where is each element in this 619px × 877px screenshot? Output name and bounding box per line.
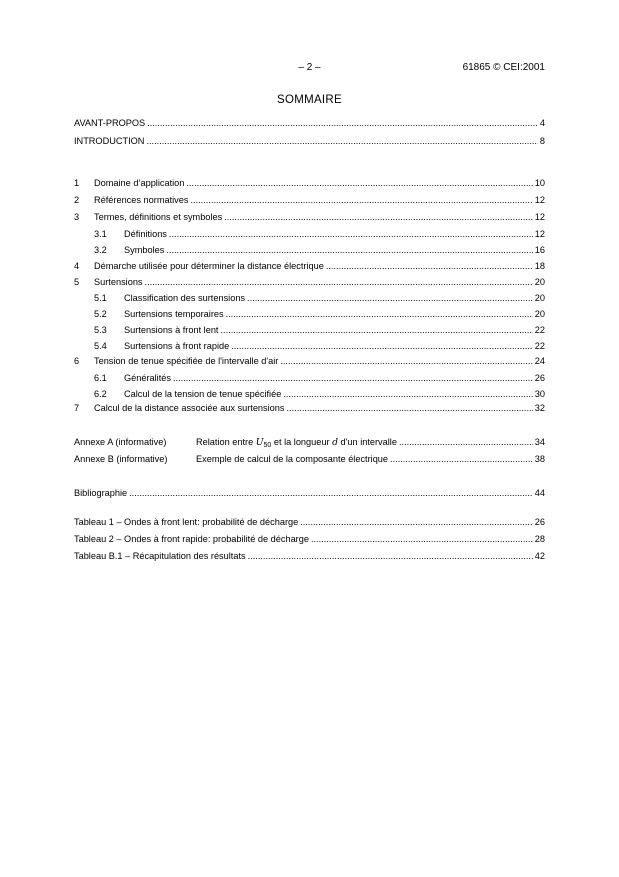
toc-leader-dots [146, 136, 537, 146]
toc-entry-number: 1 [74, 178, 80, 188]
toc-leader-dots [190, 195, 532, 205]
toc-entry-chapter-6[interactable] [74, 356, 545, 369]
toc-entry-number: 7 [74, 403, 80, 413]
toc-entry-number: 5.2 [94, 309, 107, 319]
toc-entry-number: 6.2 [94, 389, 107, 399]
toc-entry-number: 3.2 [94, 245, 107, 255]
toc-entry-number: 4 [74, 261, 80, 271]
toc-entry-label: Surtensions à front lent [124, 325, 219, 335]
toc-entry-page: 12 [534, 212, 545, 222]
toc-entry-label: Termes, définitions et symboles [94, 212, 223, 222]
toc-entry-section-5-4[interactable] [74, 341, 545, 354]
toc-entry-page: 42 [534, 551, 545, 561]
toc-entry-page: 22 [534, 341, 545, 351]
toc-leader-dots [220, 325, 532, 335]
toc-entry-label: Généralités [124, 373, 171, 383]
toc-entry-section-6-2[interactable] [74, 389, 545, 402]
toc-entry-page: 20 [534, 309, 545, 319]
toc-entry-annex-a[interactable] [74, 437, 545, 450]
toc-entry-introduction[interactable] [74, 136, 545, 149]
toc-entry-label: Références normatives [94, 195, 189, 205]
toc-annex-tag: Annexe A (informative) [74, 437, 167, 447]
toc-leader-dots [247, 293, 533, 303]
toc-entry-page: 38 [534, 454, 545, 464]
toc-entry-label: AVANT-PROPOS [74, 118, 146, 128]
page-number: – 2 – [298, 62, 321, 73]
toc-leader-dots [390, 454, 533, 464]
toc-entry-table-b1[interactable] [74, 551, 545, 564]
toc-entry-page: 34 [534, 437, 545, 447]
toc-entry-page: 30 [534, 389, 545, 399]
toc-entry-avant-propos[interactable] [74, 118, 545, 131]
toc-entry-label: Relation entre $U_{50}$ et la longueur d d'un intervalle [196, 437, 397, 449]
toc-entry-label: Symboles [124, 245, 165, 255]
toc-entry-number: 5.4 [94, 341, 107, 351]
toc-entry-chapter-3[interactable] [74, 212, 545, 225]
toc-entry-annex-b[interactable] [74, 454, 545, 467]
symbol-d: d [332, 437, 338, 448]
toc-leader-dots [231, 341, 533, 351]
toc-leader-dots [326, 261, 533, 271]
toc-entry-label: Domaine d’application [94, 178, 185, 188]
toc-entry-page: 32 [534, 403, 545, 413]
toc-entry-label: Surtensions temporaires [124, 309, 224, 319]
page-title: SOMMAIRE [276, 94, 342, 106]
toc-leader-dots [280, 356, 532, 366]
toc-entry-page: 22 [534, 325, 545, 335]
toc-leader-dots [226, 309, 533, 319]
toc-entry-chapter-2[interactable] [74, 195, 545, 208]
toc-leader-dots [300, 517, 533, 527]
toc-leader-dots [173, 373, 533, 383]
toc-entry-chapter-4[interactable] [74, 261, 545, 274]
toc-leader-dots [129, 488, 533, 498]
toc-entry-page: 12 [534, 229, 545, 239]
symbol-u50: U [255, 437, 264, 448]
toc-entry-label: Tableau 1 – Ondes à front lent: probabilité de décharge [74, 517, 299, 527]
toc-entry-page: 26 [534, 517, 545, 527]
toc-entry-label: Tableau B.1 – Récapitulation des résultats [74, 551, 246, 561]
toc-entry-section-5-2[interactable] [74, 309, 545, 322]
toc-entry-label: Exemple de calcul de la composante électrique [196, 454, 389, 464]
toc-entry-bibliography[interactable] [74, 488, 545, 501]
toc-entry-number: 2 [74, 195, 80, 205]
toc-entry-section-6-1[interactable] [74, 373, 545, 386]
toc-leader-dots [186, 178, 532, 188]
document-reference: 61865 © CEI:2001 [462, 62, 545, 73]
toc-entry-number: 6 [74, 356, 80, 366]
toc-entry-label: Tension de tenue spécifiée de l'intervalle d'air [94, 356, 279, 366]
toc-entry-page: 26 [534, 373, 545, 383]
toc-entry-label: Tableau 2 – Ondes à front rapide: probabilité de décharge [74, 534, 309, 544]
toc-entry-page: 20 [534, 293, 545, 303]
toc-entry-page: 16 [534, 245, 545, 255]
toc-entry-label: INTRODUCTION [74, 136, 145, 146]
toc-leader-dots [287, 403, 533, 413]
toc-entry-page: 28 [534, 534, 545, 544]
toc-entry-number: 5.1 [94, 293, 107, 303]
toc-leader-dots [169, 229, 533, 239]
toc-leader-dots [224, 212, 533, 222]
toc-entry-table-2[interactable] [74, 534, 545, 547]
toc-entry-page: 8 [539, 136, 545, 146]
toc-entry-page: 20 [534, 277, 545, 287]
toc-leader-dots [399, 437, 533, 447]
toc-leader-dots [166, 245, 532, 255]
toc-entry-label: Démarche utilisée pour déterminer la distance électrique [94, 261, 324, 271]
toc-entry-label: Définitions [124, 229, 167, 239]
toc-entry-number: 5 [74, 277, 80, 287]
toc-leader-dots [147, 118, 538, 128]
toc-entry-label: Surtensions à front rapide [124, 341, 230, 351]
toc-entry-page: 10 [534, 178, 545, 188]
toc-entry-chapter-5[interactable] [74, 277, 545, 290]
toc-leader-dots [145, 277, 533, 287]
toc-entry-number: 3 [74, 212, 80, 222]
toc-entry-page: 18 [534, 261, 545, 271]
toc-entry-page: 44 [534, 488, 545, 498]
toc-entry-section-3-1[interactable] [74, 229, 545, 242]
toc-entry-page: 4 [539, 118, 545, 128]
toc-entry-section-3-2[interactable] [74, 245, 545, 258]
toc-entry-label: Classification des surtensions [124, 293, 246, 303]
toc-entry-table-1[interactable] [74, 517, 545, 530]
toc-entry-chapter-1[interactable] [74, 178, 545, 191]
toc-annex-tag: Annexe B (informative) [74, 454, 168, 464]
toc-entry-label: Calcul de la tension de tenue spécifiée [124, 389, 282, 399]
toc-entry-label: Calcul de la distance associée aux surtensions [94, 403, 285, 413]
toc-entry-number: 3.1 [94, 229, 107, 239]
toc-entry-page: 12 [534, 195, 545, 205]
toc-entry-label: Bibliographie [74, 488, 128, 498]
toc-leader-dots [283, 389, 532, 399]
toc-leader-dots [248, 551, 533, 561]
toc-entry-number: 5.3 [94, 325, 107, 335]
toc-entry-label: Surtensions [94, 277, 143, 287]
toc-entry-page: 24 [534, 356, 545, 366]
toc-leader-dots [311, 534, 533, 544]
toc-entry-section-5-3[interactable] [74, 325, 545, 338]
toc-entry-section-5-1[interactable] [74, 293, 545, 306]
toc-entry-number: 6.1 [94, 373, 107, 383]
toc-entry-chapter-7[interactable] [74, 403, 545, 416]
